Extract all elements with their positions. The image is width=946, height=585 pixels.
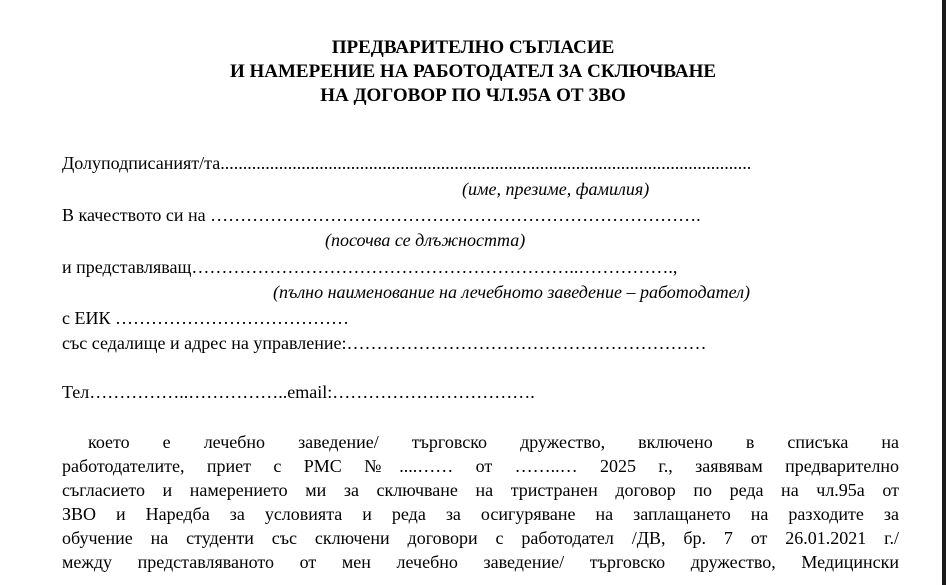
signatory-hint: (име, презиме, фамилия) xyxy=(462,179,650,199)
eik-line: с ЕИК ………………………………… xyxy=(62,308,349,328)
title-line-3: НА ДОГОВОР ПО ЧЛ.95А ОТ ЗВО xyxy=(320,85,626,106)
representing-line: и представляващ………………………………………………………..……………., xyxy=(62,257,678,277)
body-line-2: работодателите, приет с РМС №....…… от ……..… 2025 г., заявявам предварително xyxy=(62,456,899,476)
body-paragraph xyxy=(62,430,899,574)
position-line: В качеството си на ………………………………………………………………………. xyxy=(62,205,701,225)
title-line-1: ПРЕДВАРИТЕЛНО СЪГЛАСИЕ xyxy=(331,37,615,58)
representing-hint: (пълно наименование на лечебното заведение – работодател) xyxy=(273,282,751,302)
body-line-6: между представляваното от мен лечебно заведение/ търговско дружество, Медицински xyxy=(62,552,899,572)
title-line-2: И НАМЕРЕНИЕ НА РАБОТОДАТЕЛ ЗА СКЛЮЧВАНЕ xyxy=(229,61,717,82)
body-line-1: което е лечебно заведение/ търговско дружество, включено в списъка на xyxy=(88,432,899,452)
contacts-line: Тел……………..……………..email:……………………………. xyxy=(62,382,535,402)
body-line-3: съгласието и намерението ми за сключване на тристранен договор по реда на чл.95а от xyxy=(62,480,899,500)
body-line-5: обучение на студенти със сключени договори с работодател /ДВ, бр. 7 от 26.01.2021 г./ xyxy=(62,528,899,548)
document-title xyxy=(0,36,946,108)
signatory-line: Долуподписаният/та...................................................................................................................... xyxy=(62,153,752,173)
address-line: със седалище и адрес на управление:…………………………………………………… xyxy=(62,333,707,353)
body-line-4: ЗВО и Наредба за условията и реда за осигуряване на заплащането на разходите за xyxy=(62,504,899,524)
position-hint: (посочва се длъжността) xyxy=(325,230,526,250)
